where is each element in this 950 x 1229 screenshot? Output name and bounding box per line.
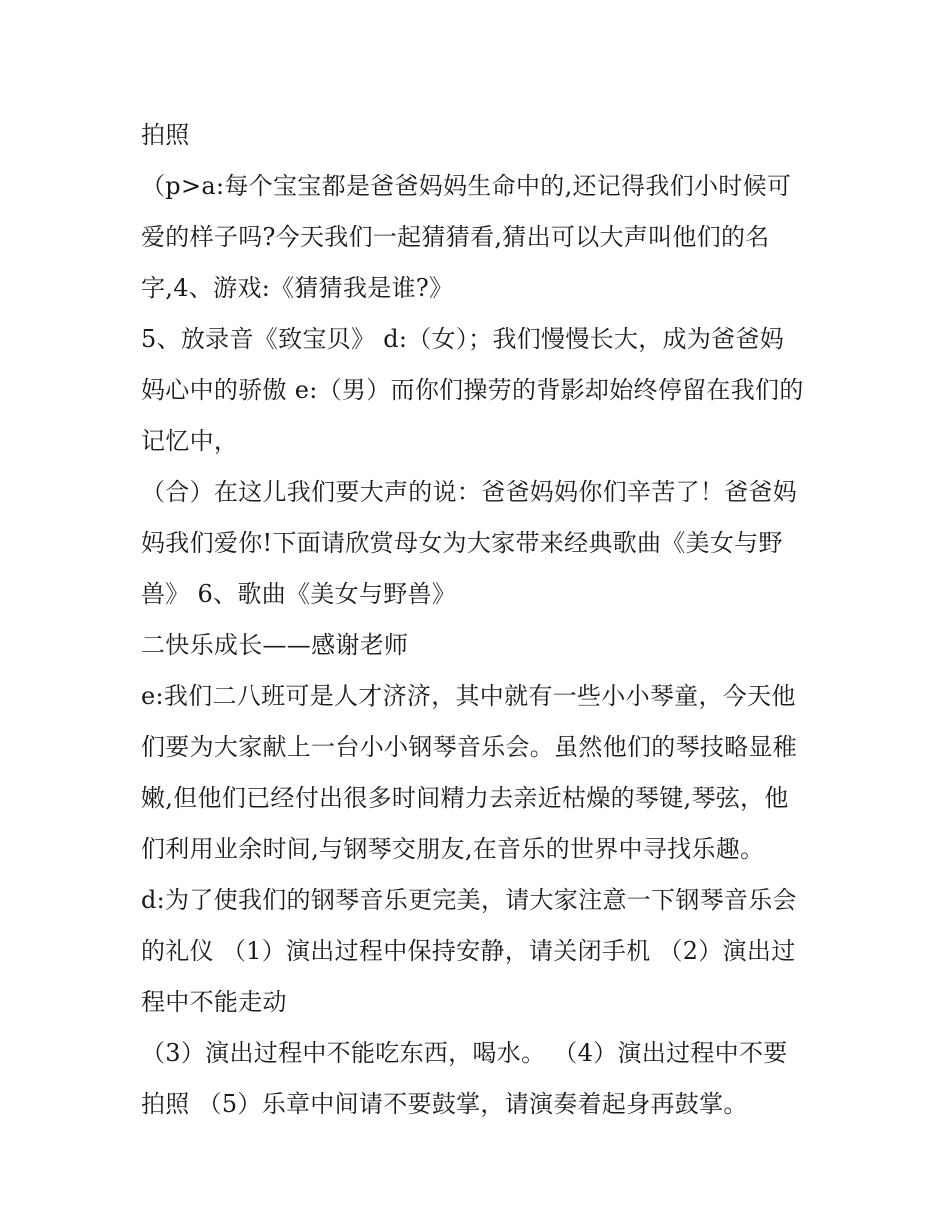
text-line: 拍照	[141, 121, 190, 149]
text-line: e:我们二八班可是人才济济，其中就有一些小小琴童，今天他	[141, 682, 796, 710]
text-line: 字,4、游戏:《猜猜我是谁?》	[141, 274, 454, 302]
text-line: 们利用业余时间,与钢琴交朋友,在音乐的世界中寻找乐趣。	[141, 835, 765, 863]
text-line: 爱的样子吗?今天我们一起猜猜看,猜出可以大声叫他们的名	[141, 223, 770, 251]
text-line: 们要为大家献上一台小小钢琴音乐会。虽然他们的琴技略显稚	[141, 733, 798, 761]
document-body	[141, 110, 821, 1130]
text-line: （3）演出过程中不能吃东西，喝水。 （4）演出过程中不要	[141, 1039, 788, 1067]
text-line: 嫩,但他们已经付出很多时间精力去亲近枯燥的琴键,琴弦，他	[141, 784, 789, 812]
text-line: 记忆中，	[141, 427, 239, 455]
text-line: d:为了使我们的钢琴音乐更完美，请大家注意一下钢琴音乐会	[141, 886, 797, 914]
text-line: （合）在这儿我们要大声的说：爸爸妈妈你们辛苦了！爸爸妈	[141, 478, 798, 506]
text-line: 妈心中的骄傲 e:（男）而你们操劳的背影却始终停留在我们的	[141, 376, 804, 404]
text-line: 妈我们爱你!下面请欣赏母女为大家带来经典歌曲《美女与野	[141, 529, 783, 557]
text-line: 的礼仪 （1）演出过程中保持安静，请关闭手机 （2）演出过	[141, 937, 796, 965]
text-line: 程中不能走动	[141, 988, 287, 1016]
text-line: 兽》 6、歌曲《美女与野兽》	[141, 580, 457, 608]
text-line: 拍照 （5）乐章中间请不要鼓掌，请演奏着起身再鼓掌。	[141, 1090, 748, 1118]
text-line: 5、放录音《致宝贝》 d:（女）；我们慢慢长大，成为爸爸妈	[141, 325, 785, 353]
section-heading: 二快乐成长——感谢老师	[141, 631, 409, 659]
text-line: （p>a:每个宝宝都是爸爸妈妈生命中的,还记得我们小时候可	[141, 172, 792, 200]
